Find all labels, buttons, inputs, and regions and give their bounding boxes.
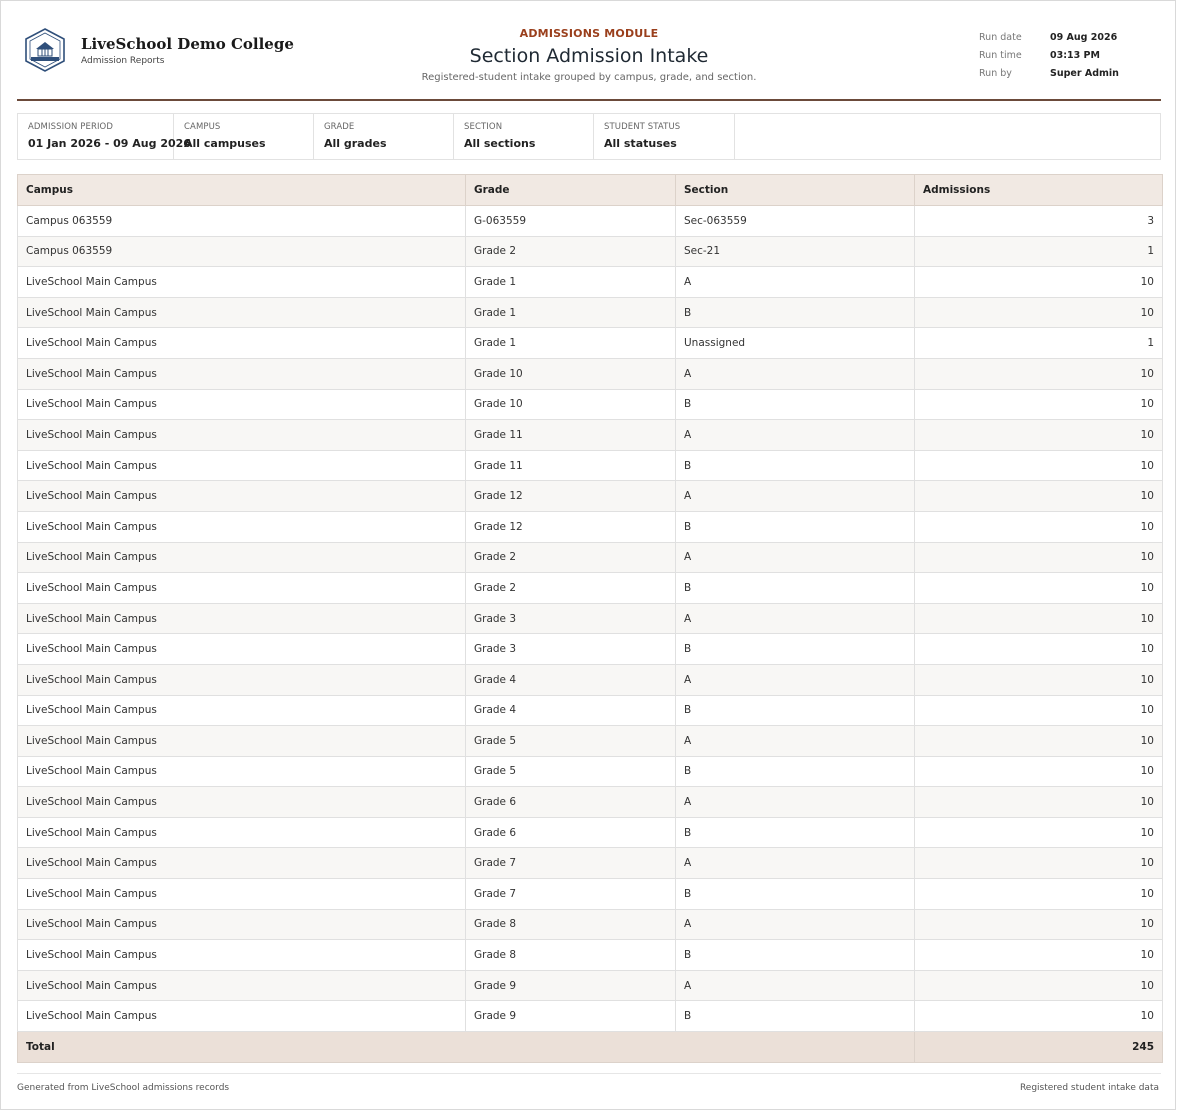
cell-grade: Grade 12 <box>466 511 676 542</box>
total-row <box>18 1032 1163 1063</box>
cell-admissions: 10 <box>915 389 1163 420</box>
cell-grade: Grade 8 <box>466 909 676 940</box>
cell-grade: Grade 1 <box>466 297 676 328</box>
cell-grade: Grade 12 <box>466 481 676 512</box>
cell-admissions: 10 <box>915 634 1163 665</box>
cell-section: B <box>676 634 915 665</box>
meta-value: 09 Aug 2026 <box>1050 31 1118 43</box>
cell-section: Unassigned <box>676 328 915 359</box>
table-row <box>18 573 1163 604</box>
total-value: 245 <box>915 1032 1163 1063</box>
cell-campus: LiveSchool Main Campus <box>18 940 466 971</box>
cell-admissions: 10 <box>915 511 1163 542</box>
cell-admissions: 10 <box>915 420 1163 451</box>
table-row <box>18 695 1163 726</box>
table-row <box>18 634 1163 665</box>
cell-campus: LiveSchool Main Campus <box>18 817 466 848</box>
cell-grade: Grade 10 <box>466 358 676 389</box>
cell-grade: Grade 7 <box>466 879 676 910</box>
table-row <box>18 542 1163 573</box>
filter-label: SECTION <box>464 122 503 132</box>
cell-section: A <box>676 726 915 757</box>
cell-grade: Grade 3 <box>466 603 676 634</box>
cell-section: B <box>676 695 915 726</box>
cell-campus: LiveSchool Main Campus <box>18 787 466 818</box>
cell-grade: Grade 11 <box>466 450 676 481</box>
column-header-campus: Campus <box>18 175 466 206</box>
cell-section: B <box>676 389 915 420</box>
cell-campus: LiveSchool Main Campus <box>18 358 466 389</box>
cell-campus: LiveSchool Main Campus <box>18 420 466 451</box>
filter-admission-period <box>18 114 191 159</box>
table-row <box>18 970 1163 1001</box>
filter-value: 01 Jan 2026 - 09 Aug 2026 <box>28 137 191 150</box>
cell-admissions: 10 <box>915 787 1163 818</box>
meta-label: Run by <box>979 67 1012 79</box>
table-row <box>18 236 1163 267</box>
cell-grade: Grade 5 <box>466 756 676 787</box>
cell-admissions: 10 <box>915 267 1163 298</box>
cell-grade: Grade 5 <box>466 726 676 757</box>
cell-grade: Grade 7 <box>466 848 676 879</box>
filter-campus <box>174 114 314 159</box>
table-row <box>18 420 1163 451</box>
cell-admissions: 10 <box>915 940 1163 971</box>
cell-section: B <box>676 756 915 787</box>
cell-section: B <box>676 879 915 910</box>
cell-section: B <box>676 511 915 542</box>
column-header-admissions: Admissions <box>915 175 1163 206</box>
footer-divider <box>17 1073 1161 1074</box>
cell-grade: Grade 2 <box>466 236 676 267</box>
cell-campus: LiveSchool Main Campus <box>18 542 466 573</box>
cell-grade: Grade 2 <box>466 573 676 604</box>
table-row <box>18 389 1163 420</box>
cell-admissions: 10 <box>915 542 1163 573</box>
cell-campus: LiveSchool Main Campus <box>18 573 466 604</box>
module-label: ADMISSIONS MODULE <box>519 27 659 40</box>
filter-value: All statuses <box>604 137 677 150</box>
table-row <box>18 664 1163 695</box>
cell-campus: LiveSchool Main Campus <box>18 879 466 910</box>
table-row <box>18 848 1163 879</box>
cell-admissions: 10 <box>915 664 1163 695</box>
cell-campus: LiveSchool Main Campus <box>18 634 466 665</box>
admissions-table <box>17 174 1163 1063</box>
cell-section: A <box>676 358 915 389</box>
table-body <box>18 206 1163 1032</box>
cell-grade: Grade 10 <box>466 389 676 420</box>
filter-grade <box>314 114 454 159</box>
column-header-grade: Grade <box>466 175 676 206</box>
cell-section: B <box>676 573 915 604</box>
cell-admissions: 10 <box>915 603 1163 634</box>
cell-campus: LiveSchool Main Campus <box>18 664 466 695</box>
table-row <box>18 358 1163 389</box>
table-row <box>18 1001 1163 1032</box>
cell-grade: Grade 9 <box>466 1001 676 1032</box>
filter-student-status <box>594 114 735 159</box>
page-title: Section Admission Intake <box>469 45 709 67</box>
cell-admissions: 10 <box>915 573 1163 604</box>
cell-section: B <box>676 817 915 848</box>
table-row <box>18 787 1163 818</box>
cell-section: A <box>676 848 915 879</box>
filter-label: ADMISSION PERIOD <box>28 122 113 132</box>
cell-campus: Campus 063559 <box>18 236 466 267</box>
page-subtitle: Registered-student intake grouped by campus, grade, and section. <box>421 72 757 83</box>
table-row <box>18 879 1163 910</box>
cell-admissions: 3 <box>915 206 1163 237</box>
cell-admissions: 10 <box>915 970 1163 1001</box>
cell-campus: LiveSchool Main Campus <box>18 848 466 879</box>
cell-admissions: 10 <box>915 756 1163 787</box>
cell-campus: LiveSchool Main Campus <box>18 511 466 542</box>
cell-admissions: 10 <box>915 297 1163 328</box>
cell-campus: LiveSchool Main Campus <box>18 970 466 1001</box>
cell-section: B <box>676 940 915 971</box>
total-label: Total <box>18 1032 915 1063</box>
meta-value: Super Admin <box>1050 67 1119 79</box>
filter-value: All campuses <box>184 137 266 150</box>
cell-campus: Campus 063559 <box>18 206 466 237</box>
run-meta <box>979 28 1159 82</box>
meta-label: Run date <box>979 31 1022 43</box>
table-row <box>18 297 1163 328</box>
cell-campus: LiveSchool Main Campus <box>18 909 466 940</box>
cell-section: A <box>676 481 915 512</box>
cell-grade: Grade 2 <box>466 542 676 573</box>
cell-grade: Grade 3 <box>466 634 676 665</box>
cell-grade: Grade 11 <box>466 420 676 451</box>
cell-section: B <box>676 450 915 481</box>
table-row <box>18 603 1163 634</box>
cell-section: A <box>676 909 915 940</box>
cell-campus: LiveSchool Main Campus <box>18 481 466 512</box>
cell-grade: Grade 4 <box>466 695 676 726</box>
cell-section: A <box>676 420 915 451</box>
column-header-section: Section <box>676 175 915 206</box>
table-row <box>18 726 1163 757</box>
cell-section: Sec-21 <box>676 236 915 267</box>
cell-section: A <box>676 267 915 298</box>
meta-label: Run time <box>979 49 1022 61</box>
brand-subtitle: Admission Reports <box>81 56 165 66</box>
table-row <box>18 909 1163 940</box>
cell-campus: LiveSchool Main Campus <box>18 1001 466 1032</box>
cell-campus: LiveSchool Main Campus <box>18 389 466 420</box>
table-row <box>18 511 1163 542</box>
cell-grade: Grade 8 <box>466 940 676 971</box>
brand-name: LiveSchool Demo College <box>81 35 294 53</box>
table-row <box>18 450 1163 481</box>
cell-admissions: 10 <box>915 695 1163 726</box>
cell-admissions: 10 <box>915 450 1163 481</box>
filter-label: STUDENT STATUS <box>604 122 681 132</box>
report-header <box>17 1 1161 101</box>
cell-section: A <box>676 664 915 695</box>
table-row <box>18 328 1163 359</box>
cell-campus: LiveSchool Main Campus <box>18 267 466 298</box>
filter-label: GRADE <box>324 122 355 132</box>
table-header-row <box>18 175 1163 206</box>
cell-admissions: 10 <box>915 726 1163 757</box>
table-row <box>18 206 1163 237</box>
filter-value: All grades <box>324 137 387 150</box>
cell-grade: Grade 4 <box>466 664 676 695</box>
cell-section: B <box>676 1001 915 1032</box>
cell-admissions: 10 <box>915 481 1163 512</box>
cell-section: A <box>676 542 915 573</box>
table-row <box>18 756 1163 787</box>
run-time-row <box>979 46 1159 64</box>
cell-admissions: 10 <box>915 879 1163 910</box>
meta-value: 03:13 PM <box>1050 49 1100 61</box>
cell-campus: LiveSchool Main Campus <box>18 756 466 787</box>
table-row <box>18 817 1163 848</box>
cell-section: B <box>676 297 915 328</box>
cell-grade: Grade 1 <box>466 267 676 298</box>
filter-summary <box>17 113 1161 160</box>
cell-admissions: 10 <box>915 909 1163 940</box>
cell-admissions: 1 <box>915 236 1163 267</box>
cell-campus: LiveSchool Main Campus <box>18 726 466 757</box>
cell-campus: LiveSchool Main Campus <box>18 695 466 726</box>
cell-admissions: 10 <box>915 817 1163 848</box>
cell-section: Sec-063559 <box>676 206 915 237</box>
cell-campus: LiveSchool Main Campus <box>18 603 466 634</box>
cell-admissions: 10 <box>915 848 1163 879</box>
cell-grade: Grade 6 <box>466 817 676 848</box>
cell-grade: Grade 6 <box>466 787 676 818</box>
filter-value: All sections <box>464 137 536 150</box>
cell-admissions: 10 <box>915 1001 1163 1032</box>
cell-campus: LiveSchool Main Campus <box>18 328 466 359</box>
cell-grade: G-063559 <box>466 206 676 237</box>
cell-grade: Grade 9 <box>466 970 676 1001</box>
table-row <box>18 940 1163 971</box>
table-row <box>18 481 1163 512</box>
table-row <box>18 267 1163 298</box>
cell-section: A <box>676 970 915 1001</box>
footer-note: Registered student intake data <box>1019 1083 1159 1093</box>
cell-section: A <box>676 603 915 634</box>
run-date-row <box>979 28 1159 46</box>
cell-admissions: 10 <box>915 358 1163 389</box>
cell-campus: LiveSchool Main Campus <box>18 297 466 328</box>
filter-label: CAMPUS <box>184 122 221 132</box>
cell-section: A <box>676 787 915 818</box>
filter-section <box>454 114 594 159</box>
cell-grade: Grade 1 <box>466 328 676 359</box>
footer-source: Generated from LiveSchool admissions records <box>17 1083 230 1093</box>
run-by-row <box>979 64 1159 82</box>
cell-admissions: 1 <box>915 328 1163 359</box>
cell-campus: LiveSchool Main Campus <box>18 450 466 481</box>
